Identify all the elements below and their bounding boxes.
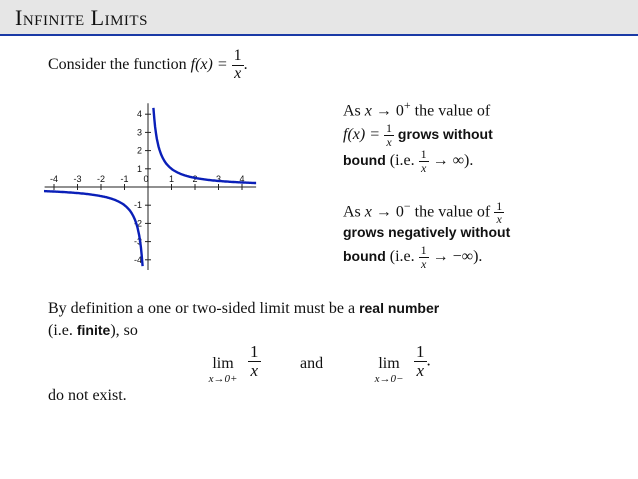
x-tick-label: 4 <box>239 174 245 184</box>
definition-finite: finite <box>76 322 111 338</box>
y-tick-label: -4 <box>133 254 142 265</box>
y-tick-label: -2 <box>133 218 142 229</box>
intro-period: . <box>243 55 248 73</box>
x-tick-label: 2 <box>192 174 198 184</box>
limit-2-num: 1 <box>416 342 425 361</box>
limit-1-lim: lim <box>212 355 234 372</box>
plus-fraction-den: x <box>386 134 392 149</box>
definition-line-2 <box>48 322 138 340</box>
plus-ie-fraction <box>419 148 429 174</box>
minus-as: As <box>343 203 365 221</box>
definition-so: ), so <box>110 322 138 339</box>
plus-fx: f(x) = <box>343 125 384 143</box>
limit-2-period: . <box>426 350 431 370</box>
x-tick-label: -2 <box>96 174 106 184</box>
intro-denominator: x <box>234 64 242 82</box>
limit-1-fraction <box>248 343 261 380</box>
plus-line-2 <box>343 122 493 148</box>
minus-line-3 <box>343 244 482 270</box>
x-tick-label: 3 <box>215 174 222 184</box>
hyperbola-graph <box>44 100 274 270</box>
limit-2-sub: x→0− <box>374 373 404 385</box>
x-tick-label: 0 <box>143 174 149 184</box>
minus-ie-den: x <box>420 256 427 271</box>
y-tick-label: 3 <box>136 127 142 138</box>
plus-value-of: the value of <box>410 102 491 120</box>
definition-text: By definition a one or two-sided limit must be a <box>48 300 360 317</box>
plus-ie-den: x <box>420 160 427 175</box>
definition-real-number: real number <box>359 300 440 316</box>
x-tick-label: -1 <box>120 174 129 184</box>
curve-positive-branch <box>153 108 256 183</box>
slide-title: Infinite Limits <box>15 5 148 30</box>
plus-grows-text: grows without <box>394 125 493 142</box>
y-tick-label: 4 <box>136 109 142 120</box>
intro-numerator: 1 <box>233 47 242 64</box>
limit-1 <box>200 343 246 385</box>
plus-arrow: → 0 <box>371 102 404 120</box>
limit-2-den: x <box>416 360 425 380</box>
limits-and: and <box>300 355 324 372</box>
minus-arrow: → 0 <box>371 203 404 221</box>
minus-fraction-num: 1 <box>496 198 503 213</box>
minus-value-of: the value of <box>410 203 495 221</box>
plus-line-1 <box>343 98 490 120</box>
x-tick-label: 1 <box>168 174 175 184</box>
plus-line-3 <box>343 148 473 174</box>
intro-fraction <box>232 48 244 83</box>
minus-ie-num: 1 <box>420 243 427 257</box>
minus-line-1 <box>343 199 504 226</box>
limit-2-lim: lim <box>378 355 400 372</box>
x-tick-label: -4 <box>49 174 59 184</box>
graph-axes <box>45 103 257 270</box>
plus-fraction <box>384 122 394 148</box>
y-tick-label: 2 <box>136 145 142 156</box>
plus-as: As <box>343 102 365 120</box>
intro-fx: f(x) = <box>190 55 232 73</box>
minus-bound-text: bound <box>343 247 386 264</box>
limit-1-num: 1 <box>250 342 259 361</box>
intro-line <box>48 48 248 83</box>
y-tick-label: -1 <box>133 200 142 211</box>
plus-x: x <box>364 102 372 120</box>
curve-negative-branch <box>44 191 143 266</box>
limit-2-fraction <box>414 343 431 380</box>
minus-fraction <box>494 200 504 226</box>
minus-sup: − <box>403 199 411 213</box>
plus-sup: + <box>403 98 411 112</box>
minus-ie: (i.e. <box>385 247 419 265</box>
minus-x: x <box>364 203 372 221</box>
x-tick-label: -3 <box>73 174 82 184</box>
conclusion-text: do not exist. <box>48 387 127 404</box>
intro-text: Consider the function <box>48 55 191 73</box>
definition-ie: (i.e. <box>48 322 77 339</box>
minus-fraction-den: x <box>496 212 502 227</box>
plus-ie-num: 1 <box>420 147 427 161</box>
plus-bound-text: bound <box>343 151 386 168</box>
y-tick-label: -3 <box>133 236 142 247</box>
limit-1-den: x <box>250 360 259 380</box>
plus-infinity: → ∞). <box>428 151 474 169</box>
limit-2 <box>366 343 412 385</box>
plus-ie: (i.e. <box>385 151 419 169</box>
minus-line-2: grows negatively without <box>343 224 511 240</box>
plus-fraction-num: 1 <box>386 121 392 135</box>
minus-neg-infinity: → −∞). <box>428 247 483 265</box>
minus-ie-fraction <box>419 244 429 270</box>
title-bar <box>0 0 638 36</box>
definition-line-1 <box>48 300 439 318</box>
y-tick-label: 1 <box>136 163 142 174</box>
limit-1-sub: x→0+ <box>208 373 238 385</box>
